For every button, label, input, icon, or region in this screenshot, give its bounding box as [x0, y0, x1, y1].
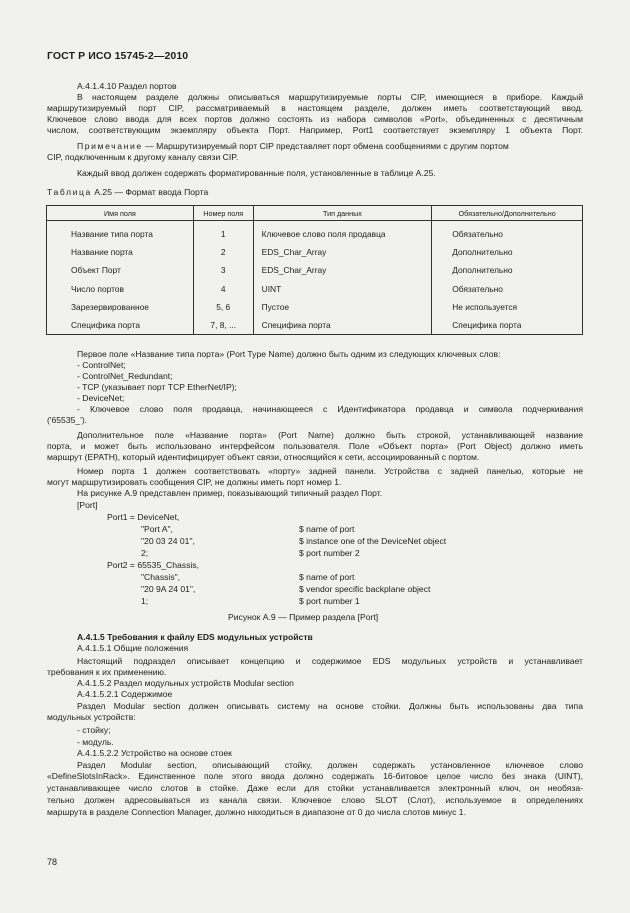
- list-item: - Ключевое слово поля продавца, начинающееся с Идентификатора продавца и символа подчеркивания: [77, 404, 583, 414]
- list-item-continuation: ('65535_').: [47, 415, 88, 425]
- document-header: ГОСТ Р ИСО 15745-2—2010: [47, 50, 189, 62]
- list-item: - стойку;: [77, 725, 111, 735]
- table-cell: UINT: [253, 280, 432, 298]
- code-comment: $ name of port: [299, 572, 355, 582]
- table-cell: Число портов: [47, 280, 194, 298]
- section-heading: А.4.1.4.10 Раздел портов: [77, 81, 177, 91]
- note-text: — Маршрутизируемый порт CIP представляет порт обмена сообщениями с другим портом: [142, 141, 509, 151]
- table-row: [47, 243, 583, 261]
- paragraph-line: На рисунке А.9 представлен пример, показывающий типичный раздел Порт.: [77, 488, 383, 498]
- column-header: Тип данных: [253, 206, 432, 221]
- code-value: "Chassis",: [141, 572, 181, 582]
- column-header: Номер поля: [193, 206, 253, 221]
- column-header: Обязательно/Дополнительно: [432, 206, 583, 221]
- port-format-table: [46, 205, 583, 335]
- list-item: - DeviceNet;: [77, 393, 125, 403]
- paragraph-line: Раздел Modular section, описывающий стойку, должен содержать установленное ключевое слово: [77, 760, 583, 770]
- subsection-heading: А.4.1.5.1 Общие положения: [77, 643, 189, 653]
- table-cell: Специфика порта: [432, 316, 583, 335]
- paragraph-line: устанавливающее число слотов в стойке. Даже если для стойки устанавливается электронный ключ, он необяза-: [47, 783, 583, 793]
- code-comment: $ port number 2: [299, 548, 360, 558]
- subsection-heading: А.4.1.5.2.2 Устройство на основе стоек: [77, 748, 232, 758]
- table-header-row: [47, 206, 583, 221]
- paragraph-line: маршрутизируемый порт CIP, рассматриваемый в настоящем разделе, должен иметь соответствующий ввод.: [47, 103, 583, 113]
- paragraph-line: Каждый ввод должен содержать форматированные поля, установленные в таблице А.25.: [77, 168, 436, 178]
- code-comment: $ port number 1: [299, 596, 360, 606]
- table-row: [47, 261, 583, 279]
- code-section-name: [Port]: [77, 500, 98, 510]
- code-comment: $ instance one of the DeviceNet object: [299, 536, 447, 546]
- table-cell: EDS_Char_Array: [253, 243, 432, 261]
- code-value: "20 9A 24 01",: [141, 584, 196, 594]
- table-cell: 2: [193, 243, 253, 261]
- code-value: 2;: [141, 548, 149, 558]
- code-value: "20 03 24 01",: [141, 536, 195, 546]
- paragraph-line: Раздел Modular section должен описывать систему на основе стойки. Должны быть использованы два типа: [77, 701, 583, 711]
- section-heading: А.4.1.5 Требования к файлу EDS модульных устройств: [77, 632, 313, 642]
- table-cell: Пустое: [253, 298, 432, 316]
- table-cell: 3: [193, 261, 253, 279]
- table-row: [47, 316, 583, 335]
- paragraph-line: тельно должен адресовываться из канала связи. Ключевое слово SLOT (Слот), используемое в определениях: [47, 795, 583, 805]
- note-label: Примечание: [77, 141, 143, 151]
- paragraph-line: порта, и может быть использовано интерфейсом пользователя. Поле «Объект порта» (Port Object) должно иметь: [47, 441, 583, 451]
- code-value: "Port A",: [141, 524, 173, 534]
- table-cell: 7, 8, ...: [193, 316, 253, 335]
- paragraph-line: Номер порта 1 должен соответствовать «порту» задней панели. Устройства с задней панелью, которые не: [77, 466, 583, 476]
- paragraph-line: модульных устройств:: [47, 712, 136, 722]
- subsection-heading: А.4.1.5.2.1 Содержимое: [77, 689, 173, 699]
- table-cell: Не используется: [432, 298, 583, 316]
- table-row: [47, 280, 583, 298]
- table-cell: Обязательно: [432, 280, 583, 298]
- code-comment: $ vendor specific backplane object: [299, 584, 431, 594]
- subsection-heading: А.4.1.5.2 Раздел модульных устройств Modular section: [77, 678, 294, 688]
- paragraph-line: В настоящем разделе должны описываться маршрутизируемые порты CIP, имеющиеся в приборе. Каждый: [77, 92, 583, 102]
- column-header: Имя поля: [47, 206, 194, 221]
- list-item: - ControlNet;: [77, 360, 126, 370]
- paragraph-line: могут маршрутизировать сообщения CIP, не должны иметь порт номер 1.: [47, 477, 342, 487]
- paragraph-line: требования к их применению.: [47, 667, 167, 677]
- table-cell: Название типа порта: [47, 221, 194, 244]
- table-cell: EDS_Char_Array: [253, 261, 432, 279]
- code-line: Port1 = DeviceNet,: [107, 512, 180, 522]
- code-line: Port2 = 65535_Chassis,: [107, 560, 199, 570]
- table-cell: 1: [193, 221, 253, 244]
- paragraph-line: Ключевое слово ввода для всех портов должно состоять из набора символов «Port», объединенных с десятичным: [47, 114, 583, 124]
- table-row: [47, 298, 583, 316]
- table-cell: Дополнительно: [432, 243, 583, 261]
- note-line: [77, 141, 509, 152]
- list-item: - модуль.: [77, 737, 114, 747]
- table-cell: Название порта: [47, 243, 194, 261]
- figure-caption: Рисунок А.9 — Пример раздела [Port]: [228, 612, 379, 622]
- table-cell: Зарезервированное: [47, 298, 194, 316]
- code-value: 1;: [141, 596, 149, 606]
- paragraph-line: «DefineSlotsInRack». Единственное поле этого ввода должно содержать 16-битовое целое число без знака (UINT),: [47, 771, 583, 781]
- table-cell: Обязательно: [432, 221, 583, 244]
- paragraph-line: числом, соответствующим экземпляру объекта Порт. Например, Port1 соответствует экземпляру 1 объекта Порт.: [47, 125, 583, 135]
- paragraph-line: маршрута в разделе Connection Manager, должно находиться в диапазоне от 0 до числа слотов минус 1.: [47, 807, 466, 817]
- list-item: - ControlNet_Redundant;: [77, 371, 173, 381]
- table-cell: Ключевое слово поля продавца: [253, 221, 432, 244]
- table-cell: Объект Порт: [47, 261, 194, 279]
- paragraph-line: Первое поле «Название типа порта» (Port Type Name) должно быть одним из следующих ключевых слов:: [77, 349, 501, 359]
- note-line-2: CIP, подключенным к другому каналу связи CIP.: [47, 152, 239, 162]
- table-cell: Дополнительно: [432, 261, 583, 279]
- list-item: - TCP (указывает порт TCP EtherNet/IP);: [77, 382, 237, 392]
- paragraph-line: Настоящий подраздел описывает концепцию и содержимое EDS модульных устройств и устанавливает: [77, 656, 583, 666]
- paragraph-line: маршрут (EPATH), который идентифицирует объект связи, относящийся к сети, ассоциированный с портом.: [47, 452, 480, 462]
- table-row: [47, 221, 583, 244]
- paragraph-line: Дополнительное поле «Название порта» (Port Name) должно быть строкой, устанавливающей название: [77, 430, 583, 440]
- page-number: 78: [47, 857, 58, 867]
- table-cell: Спецификa порта: [47, 316, 194, 335]
- table-caption: [47, 187, 208, 198]
- table-cell: Спецификa порта: [253, 316, 432, 335]
- table-cell: 4: [193, 280, 253, 298]
- table-caption-text: А.25 — Формат ввода Порта: [94, 187, 209, 197]
- code-comment: $ name of port: [299, 524, 355, 534]
- table-cell: 5, 6: [193, 298, 253, 316]
- table-caption-label: Таблица: [47, 187, 92, 197]
